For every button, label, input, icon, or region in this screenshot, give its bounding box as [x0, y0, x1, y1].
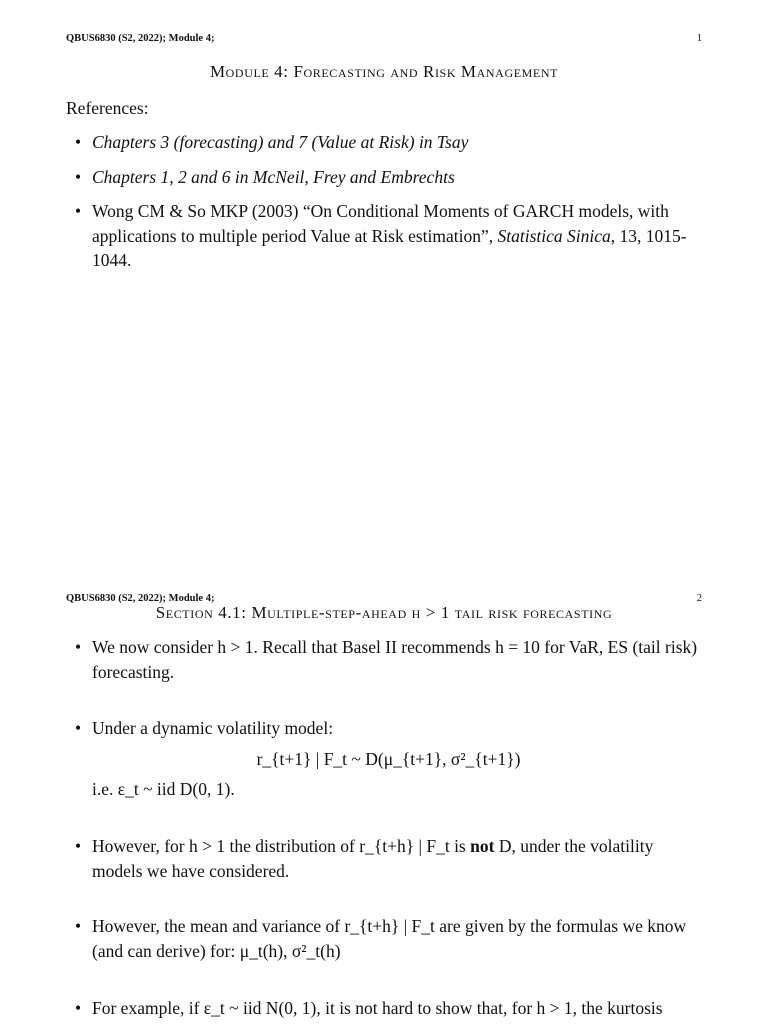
references-heading: References: — [66, 98, 149, 118]
emphasis-text: not — [470, 836, 495, 856]
reference-item — [75, 199, 702, 273]
reference-text: Chapters 3 (forecasting) and 7 (Value at Risk) in Tsay — [92, 132, 469, 152]
bullet-text: For example, if ε_t ~ iid N(0, 1), it is not hard to show that, for h > 1, the kurtosis — [92, 998, 663, 1018]
reference-text: Wong CM & So MKP (2003) “On Conditional Moments of GARCH models, with applications to multiple period Value at Risk estimation”, — [92, 201, 669, 246]
page-2 — [0, 560, 768, 1024]
module-title: Module 4: Forecasting and Risk Management — [209, 62, 559, 81]
running-head: QBUS6830 (S2, 2022); Module 4; — [66, 593, 215, 604]
bullet-icon: • — [75, 166, 82, 187]
bullet-text-continued: i.e. ε_t ~ iid D(0, 1). — [92, 778, 235, 799]
list-item — [75, 914, 702, 963]
page-header — [66, 33, 702, 47]
bullet-text: However, the mean and variance of r_{t+h} | F_t are given by the formulas we know (and can derive) for: μ_t(h), σ²_t(h) — [92, 916, 687, 961]
running-head: QBUS6830 (S2, 2022); Module 4; — [66, 33, 215, 44]
list-item — [75, 996, 702, 1021]
bullet-text: However, for h > 1 the distribution of r_{t+h} | F_t is — [92, 836, 466, 856]
bullet-text: We now consider h > 1. Recall that Basel II recommends h = 10 for VaR, ES (tail risk) forecasting. — [92, 637, 698, 682]
journal-name: Statistica Sinica — [497, 225, 611, 246]
bullet-icon: • — [75, 132, 82, 152]
display-equation: r_{t+1} | F_t ~ D(μ_{t+1}, σ²_{t+1}) — [256, 748, 521, 769]
page-number: 2 — [696, 593, 702, 604]
bullet-icon: • — [75, 718, 82, 738]
content-list — [75, 635, 702, 1021]
bullet-icon: • — [75, 637, 82, 657]
section-title-text: Section 4.1: Multiple-step-ahead h > 1 tail risk forecasting — [155, 603, 613, 622]
references-list — [75, 130, 702, 273]
list-item — [75, 635, 702, 684]
list-item — [75, 834, 702, 883]
bullet-text: Under a dynamic volatility model: — [92, 718, 334, 738]
bullet-icon: • — [75, 201, 82, 221]
reference-text-tail: , 13, 1015-1044. — [92, 225, 687, 270]
reference-item — [75, 130, 702, 155]
section-title — [0, 603, 768, 623]
page-number: 1 — [696, 33, 702, 44]
reference-text: Chapters 1, 2 and 6 in McNeil, Frey and Embrechts — [92, 166, 455, 187]
bullet-text-tail: D, under the volatility models we have considered. — [92, 836, 654, 881]
bullet-icon: • — [75, 916, 82, 936]
bullet-icon: • — [75, 998, 82, 1018]
reference-item — [75, 165, 702, 190]
bullet-icon: • — [75, 836, 82, 856]
list-item — [75, 716, 702, 801]
